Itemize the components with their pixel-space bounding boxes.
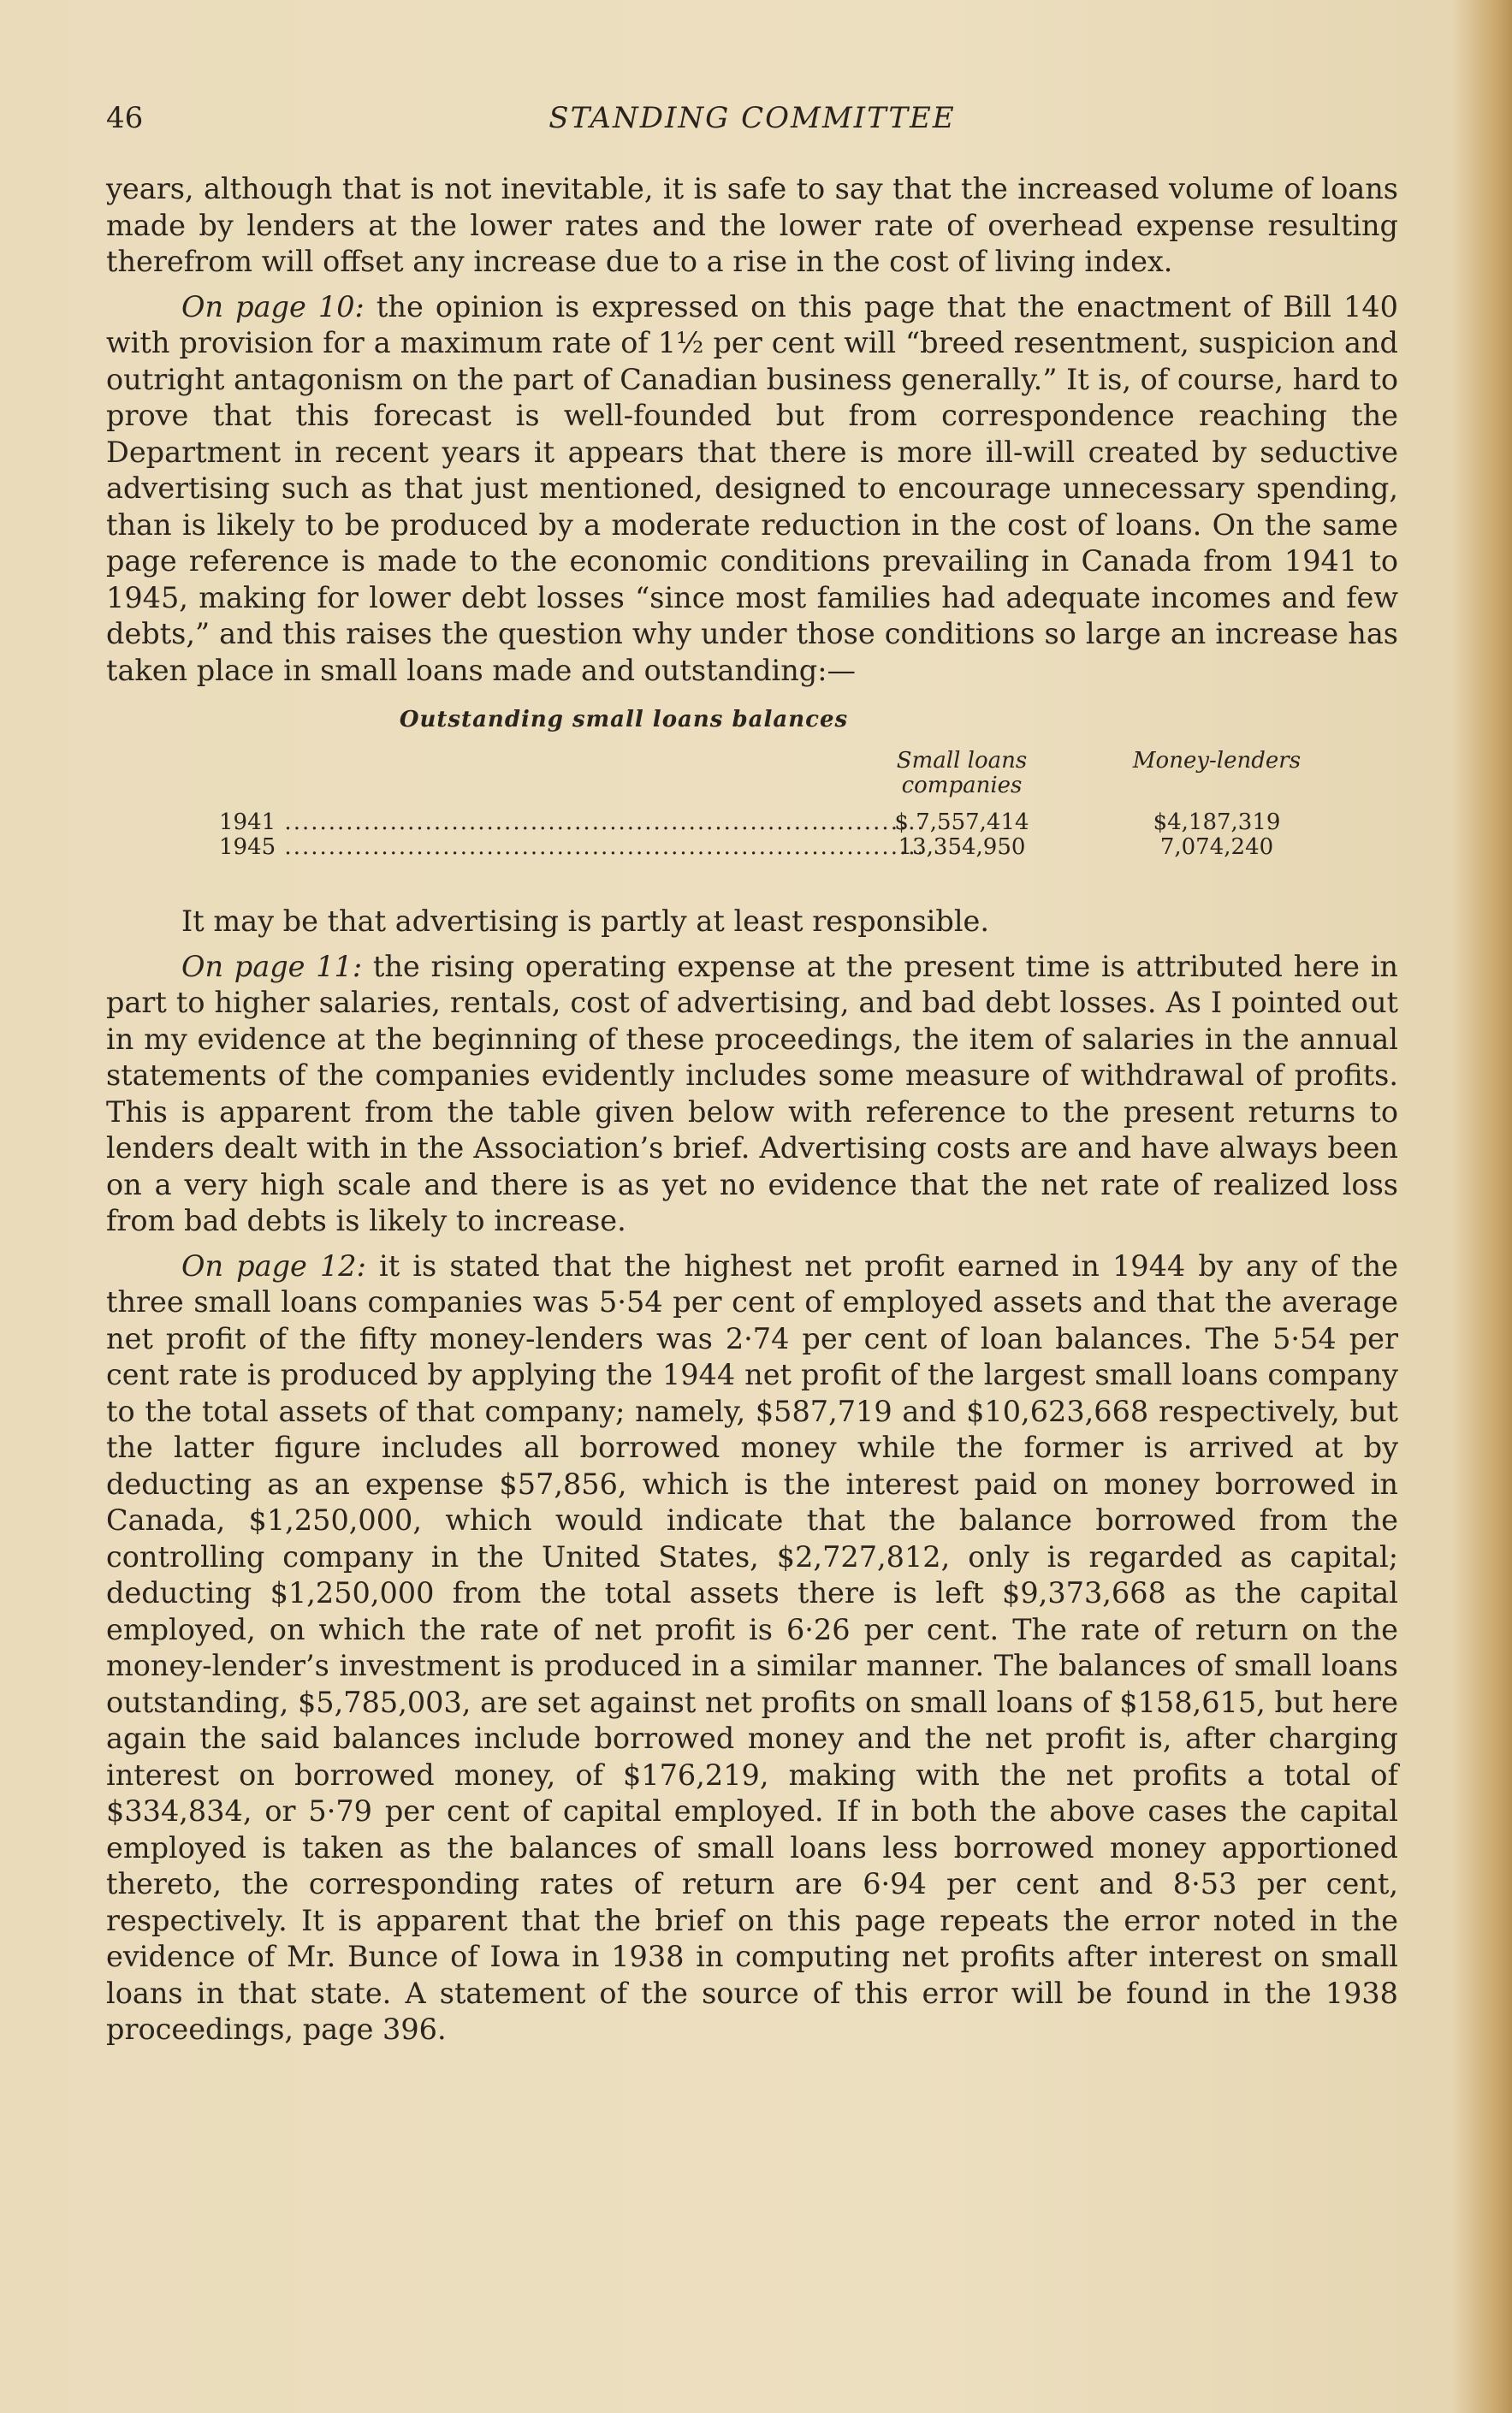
page-number: 46 (106, 101, 144, 135)
paragraph-text: It may be that advertising is partly at least responsible. (181, 904, 990, 938)
table-row (219, 835, 1331, 861)
column-header-money-lenders: Money-lenders (1132, 748, 1302, 774)
paragraph-2 (106, 289, 1398, 690)
paragraph-3 (106, 904, 1398, 940)
paragraph-lead: On page 12: (181, 1248, 366, 1283)
row-money-lenders-value: $4,187,319 (1153, 809, 1281, 835)
loans-balances-table (106, 708, 1398, 892)
paragraph-lead: On page 10: (181, 289, 365, 323)
row-money-lenders-value: 7,074,240 (1159, 834, 1274, 860)
table-title: Outstanding small loans balances (399, 707, 849, 732)
paragraph-4 (106, 949, 1398, 1240)
paragraph-1 (106, 171, 1398, 281)
table-row (219, 810, 1331, 836)
paragraph-5 (106, 1248, 1398, 2048)
row-year: 1945 ..... (219, 835, 921, 860)
paragraph-text: it is stated that the highest net profit earned in 1944 by any of the three small loans companies was 5·54 per cent of employed assets and that the average net profit of the fifty money-lenders was 2·74 per cent of loan balances. The 5·54 per cent rate is produced by applying the 1944 net profit of the largest small loans company to the total assets of that company; namely, $587,719 and $10,623,668 respectively, but the latter figure includes all borrowed money while the former is arrived at by deducting as an expense $57,856, which is the interest paid on money borrowed in Canada, $1,250,000, which would indicate that the balance borrowed from the controlling company in the United States, $2,727,812, only is regarded as capital; deducting $1,250,000 from the total assets there is left $9,373,668 as the capital employed, on which the rate of net profit is 6·26 per cent. The rate of return on the money-lender’s investment is produced in a similar manner. The balances of small loans outstanding, $5,785,003, are set against net profits on small loans of $158,615, but here again the said balances include borrowed money and the net profit is, after charging interest on borrowed money, of $176,219, making with the net profits a total of $334,834, or 5·79 per cent of capital employed. If in both the above cases the capital employed is taken as the balances of small loans less borrowed money apportioned thereto, the corresponding rates of return are 6·94 per cent and 8·53 per cent, respectively. It is apparent that the brief on this page repeats the error noted in the evidence of Mr. Bunce of Iowa in 1938 in computing net profits after interest on small loans in that state. A statement of the source of this error will be found in the 1938 proceedings, page 396. (106, 1248, 1398, 2046)
page-header (106, 101, 1398, 144)
page-body (106, 171, 1398, 2057)
row-year: 1941 ..... (219, 810, 921, 835)
column-header-small-loans: Small loans companies (896, 748, 1028, 798)
paragraph-text: the opinion is expressed on this page that the enactment of Bill 140 with provision for a maximum rate of 1½ per cent will “breed resentment, suspicion and outright antagonism on the part of Canadian business generally.” It is, of course, hard to prove that this forecast is well-founded but from correspondence reaching the Department in recent years it appears that there is more ill-will created by seductive advertising such as that just mentioned, designed to encourage unnecessary spending, than is likely to be produced by a moderate reduction in the cost of loans. On the same page reference is made to the economic conditions prevailing in Canada from 1941 to 1945, making for lower debt losses “since most families had adequate incomes and few debts,” and this raises the question why under those conditions so large an increase has taken place in small loans made and outstanding:— (106, 289, 1398, 687)
row-small-loans-value: 13,354,950 (898, 834, 1026, 860)
running-title: STANDING COMMITTEE (548, 101, 956, 135)
row-small-loans-value: $ 7,557,414 (894, 809, 1029, 835)
paragraph-text: the rising operating expense at the present time is attributed here in part to higher salaries, rentals, cost of advertising, and bad debt losses. As I pointed out in my evidence at the beginning of these proceedings, the item of salaries in the annual statements of the companies evidently includes some measure of withdrawal of profits. This is apparent from the table given below with reference to the present returns to lenders dealt with in the Association’s brief. Advertising costs are and have always been on a very high scale and there is as yet no evidence that the net rate of realized loss from bad debts is likely to increase. (106, 949, 1398, 1237)
paragraph-lead: On page 11: (181, 949, 363, 983)
paragraph-text: years, although that is not inevitable, it is safe to say that the increased volume of loans made by lenders at the lower rates and the lower rate of overhead expense resulting therefrom will offset any increase due to a rise in the cost of living index. (106, 172, 1398, 278)
